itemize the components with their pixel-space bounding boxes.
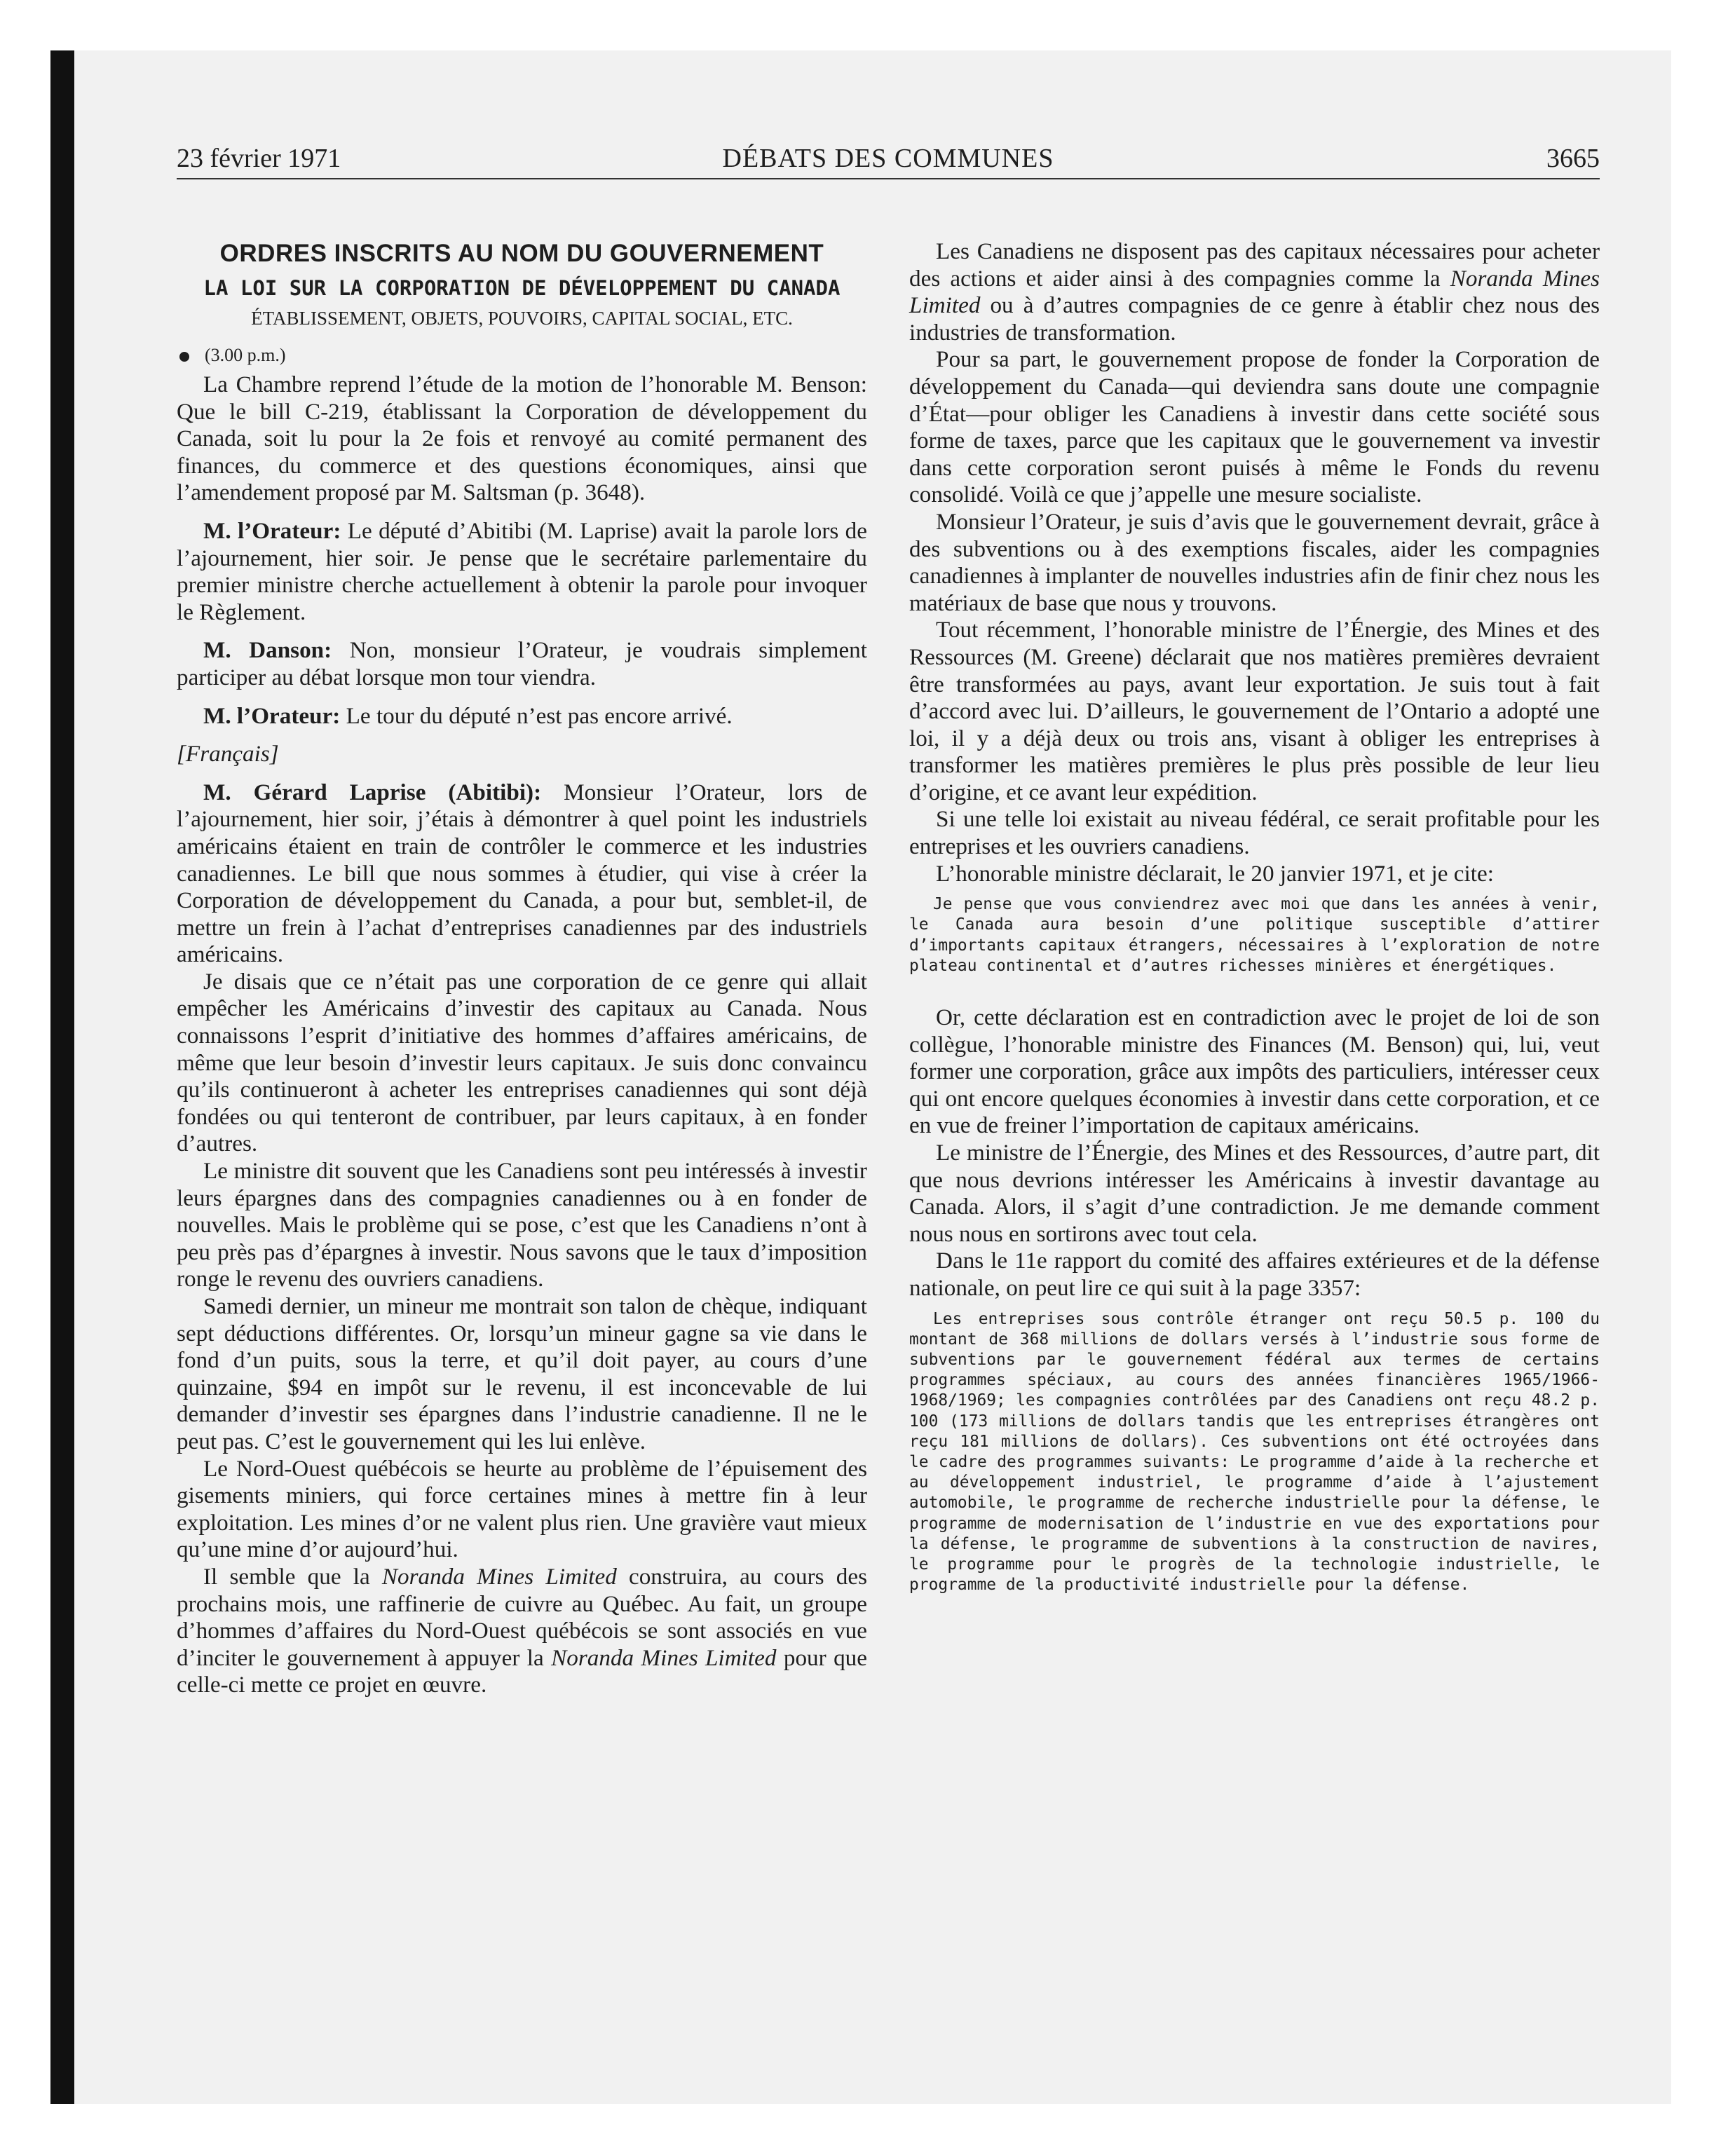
paragraph: Pour sa part, le gouvernement propose de fonder la Corporation de développement du Canada—qui deviendra sans doute une compagnie d’État—pour obliger les Canadiens à investir dans cette société sous forme de taxes, parce que les capitaux que le gouvernement va investir dans cette corporation seront puisés à même le Fonds du revenu consolidé. Voilà ce que j’appelle une mesure socialiste.	[909, 346, 1600, 508]
speech	[177, 637, 867, 691]
quotation: Je pense que vous conviendrez avec moi que dans les années à venir, le Canada aura besoin d’une politique susceptible d’attirer d’importants capitaux étrangers, nécessaires à l’exploration de notre plateau continental et d’autres richesses minières et énergétiques.	[909, 895, 1600, 975]
paragraph: Le ministre dit souvent que les Canadiens sont peu intéressés à investir leurs épargnes dans des compagnies canadiennes ou à en fonder de nouvelles. Mais le problème qui se pose, c’est que les Canadiens n’ont à peu près pas d’épargnes à investir. Nous savons que le taux d’imposition ronge le revenu des ouvriers canadiens.	[177, 1158, 867, 1292]
paragraph: Tout récemment, l’honorable ministre de l’Énergie, des Mines et des Ressources (M. Greene) déclarait que nos matières premières devraient être transformées au pays, avant leur exportation. Je suis tout à fait d’accord avec lui. D’ailleurs, le gouvernement de l’Ontario a adopté une loi, il y a déjà deux ou trois ans, visant à obliger les entreprises à transformer les matières premières le plus près possible de leur lieu d’origine, et ce avant leur expédition.	[909, 617, 1600, 805]
paragraph: Le Nord-Ouest québécois se heurte au problème de l’épuisement des gisements miniers, qui force certaines mines à mettre fin à leur exploitation. Les mines d’or ne valent plus rien. Une gravière vaut mieux qu’une mine d’or aujourd’hui.	[177, 1455, 867, 1563]
paragraph: Si une telle loi existait au niveau fédéral, ce serait profitable pour les entreprises et les ouvriers canadiens.	[909, 806, 1600, 860]
company-name: Noranda Mines Limited	[909, 265, 1600, 319]
time-stamp	[179, 343, 867, 367]
speech-text: Monsieur l’Orateur, lors de l’ajournement, hier soir, j’étais à démontrer à quel point les industriels américains étaient en train de contrôler le commerce et les industries canadiennes. Le bill que nous sommes à étudier, qui vise à créer la Corporation de développement du Canada, a pour but, semblet-il, de mettre un frein à l’achat d’entreprises canadiennes par des industriels américains.	[177, 779, 867, 968]
paragraph: Or, cette déclaration est en contradiction avec le projet de loi de son collègue, l’honorable ministre des Finances (M. Benson) qui, lui, veut former une corporation, grâce aux impôts des particuliers, intéresser ceux qui ont encore quelques économies à investir dans cette corporation, et ce en vue de freiner l’importation de capitaux américains.	[909, 1004, 1600, 1139]
speech-text: Le tour du député n’est pas encore arrivé.	[346, 702, 733, 729]
subsubsection-title: ÉTABLISSEMENT, OBJETS, POUVOIRS, CAPITAL SOCIAL, ETC.	[251, 308, 793, 329]
text-run: construira, au cours des prochains mois, une raffinerie de cuivre au Québec. Au fait, un groupe d’hommes d’affaires du Nord-Ouest québécois se sont associés en vue d’inciter le gouvernement à appuyer la	[177, 1563, 867, 1671]
language-tag: [Français]	[177, 741, 279, 767]
speech	[177, 779, 867, 969]
speaker-name: M. Danson:	[203, 637, 332, 664]
paragraph: Samedi dernier, un mineur me montrait son talon de chèque, indiquant sept déductions différentes. Or, lorsqu’un mineur gagne sa vie dans le fond d’un puits, sous la terre, et qu’il doit payer, au cours d’une quinzaine, $94 en impôt sur le revenu, il est inconcevable de lui demander d’investir ses épargnes dans l’industrie canadienne. Il ne le peut pas. C’est le gouvernement qui les lui enlève.	[177, 1293, 867, 1454]
speaker-name: M. l’Orateur:	[203, 517, 341, 544]
paragraph: Monsieur l’Orateur, je suis d’avis que le gouvernement devrait, grâce à des subventions ou à des exemptions fiscales, aider les compagnies canadiennes à implanter de nouvelles industries afin de finir chez nous les matériaux de base que nous y trouvons.	[909, 508, 1600, 616]
speech	[177, 703, 867, 730]
left-column	[177, 238, 867, 1699]
text-run: pour que celle-ci mette ce projet en œuvre.	[177, 1644, 867, 1698]
paragraph: La Chambre reprend l’étude de la motion de l’honorable M. Benson: Que le bill C-219, établissant la Corporation de développement du Canada, soit lu pour la 2e fois et renvoyé au comité permanent des finances, du commerce et des questions économiques, ainsi que l’amendement proposé par M. Saltsman (p. 3648).	[177, 371, 867, 506]
paragraph: Je disais que ce n’était pas une corporation de ce genre qui allait empêcher les Américains d’investir des capitaux au Canada. Nous connaissons l’esprit d’initiative des hommes d’affaires américains, de même que leur besoin d’investir leurs capitaux. Je suis donc convaincu qu’ils continueront à acheter les entreprises canadiennes qui sont déjà fondées ou qui tenteront de contribuer, par leurs capitaux, à en fonder d’autres.	[177, 968, 867, 1157]
company-name: Noranda Mines Limited	[381, 1563, 617, 1590]
text-run: Les Canadiens ne disposent pas des capitaux nécessaires pour acheter des actions et aider ainsi à des compagnies comme la	[909, 238, 1600, 292]
speaker-name: M. l’Orateur:	[203, 702, 341, 729]
time-stamp-text: (3.00 p.m.)	[205, 345, 286, 365]
text-run: ou à d’autres compagnies de ce genre à établir chez nous des industries de transformation.	[909, 292, 1600, 346]
paragraph: Dans le 11e rapport du comité des affaires extérieures et de la défense nationale, on peut lire ce qui suit à la page 3357:	[909, 1248, 1600, 1301]
company-name: Noranda Mines Limited	[551, 1644, 777, 1671]
speech-text: Non, monsieur l’Orateur, je voudrais simplement participer au débat lorsque mon tour viendra.	[177, 637, 867, 690]
speech	[177, 518, 867, 626]
subsection-title: LA LOI SUR LA CORPORATION DE DÉVELOPPEMENT DU CANADA	[203, 276, 841, 300]
text-run: Il semble que la	[203, 1563, 382, 1590]
page-header	[177, 139, 1600, 179]
paragraph	[909, 238, 1600, 346]
header-page-number: 3665	[1546, 144, 1600, 173]
paragraph: Le ministre de l’Énergie, des Mines et des Ressources, d’autre part, dit que nous devrions intéresser les Américains à investir davantage au Canada. Alors, il s’agit d’une contradiction. Je me demande comment nous nous en sortirons avec tout cela.	[909, 1140, 1600, 1247]
right-column	[909, 238, 1600, 1595]
paragraph	[177, 1564, 867, 1699]
speech-text: Le député d’Abitibi (M. Laprise) avait la parole lors de l’ajournement, hier soir. Je pense que le secrétaire parlementaire du premier ministre cherche actuellement à obtenir la parole pour invoquer le Règlement.	[177, 517, 867, 625]
quotation: Les entreprises sous contrôle étranger ont reçu 50.5 p. 100 du montant de 368 millions de dollars versés à l’industrie sous forme de subventions par le gouvernement fédéral aux termes de certains programmes spéciaux, au cours des années financières 1965/1966-1968/1969; les compagnies contrôlées par des Canadiens ont reçu 48.2 p. 100 (173 millions de dollars tandis que les entreprises étrangères ont reçu 181 millions de dollars). Ces subventions ont été octroyées dans le cadre des programmes suivants: Le programme d’aide à la recherche et au développement industriel, le programme d’aide à l’ajustement automobile, le programme de recherche industrielle pour la défense, le programme de modernisation de l’industrie en vue des exportations pour la défense, le programme de subventions à la construction de navires, le programme pour le progrès de la technologie industrielle, le programme de la productivité industrielle pour la défense.	[909, 1309, 1600, 1595]
bullet-icon	[179, 352, 189, 362]
header-date: 23 février 1971	[177, 144, 341, 173]
section-title: ORDRES INSCRITS AU NOM DU GOUVERNEMENT	[219, 240, 824, 267]
paragraph: L’honorable ministre déclarait, le 20 janvier 1971, et je cite:	[936, 860, 1494, 887]
header-publication: DÉBATS DES COMMUNES	[722, 144, 1054, 173]
scan-border	[50, 50, 74, 2104]
speaker-name: M. Gérard Laprise (Abitibi):	[203, 779, 542, 805]
